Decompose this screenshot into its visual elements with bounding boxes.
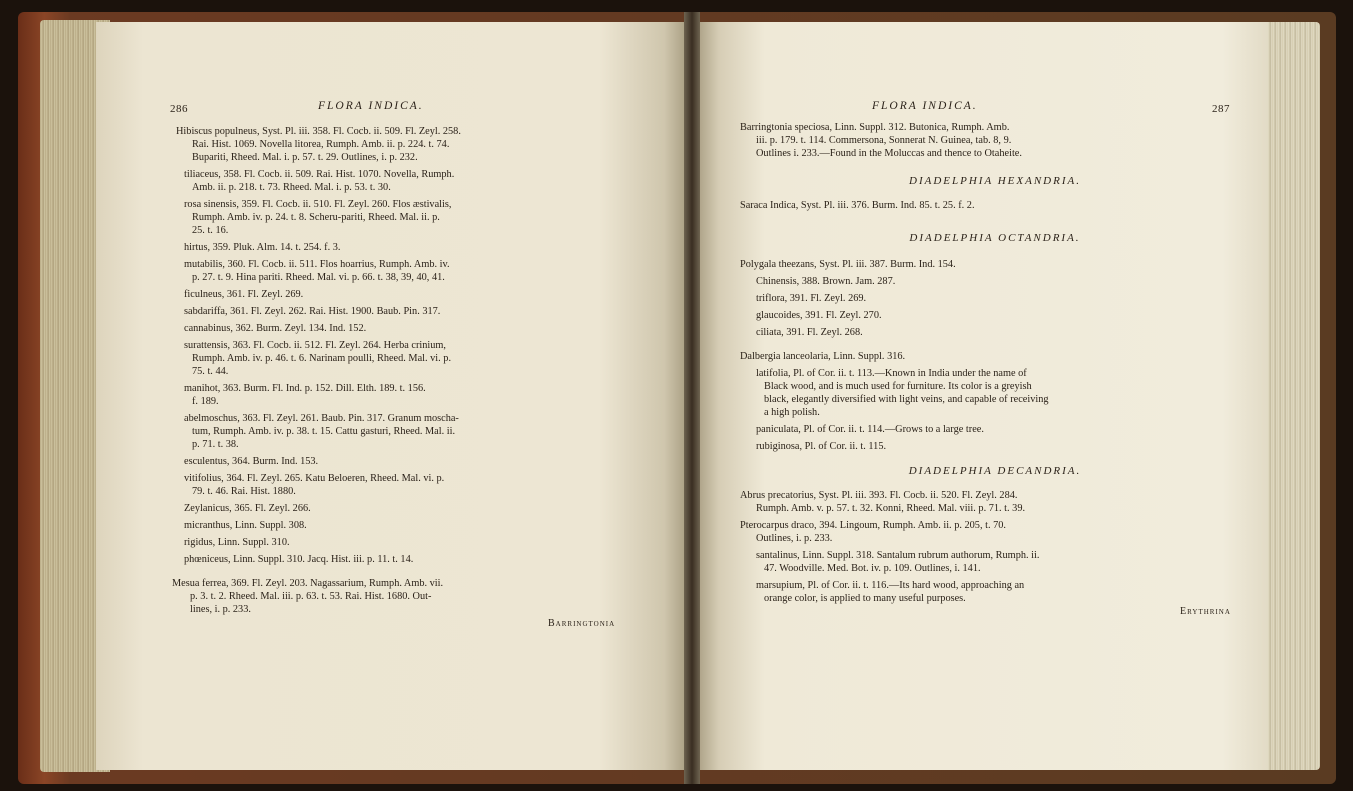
page-number-left: 286	[170, 103, 188, 115]
text-line: lines, i. p. 233.	[190, 604, 251, 615]
text-line: Bupariti, Rheed. Mal. i. p. 57. t. 29. Outlines, i. p. 232.	[192, 152, 418, 163]
catchword-left: Barringtonia	[548, 618, 616, 629]
text-line: Chinensis, 388. Brown. Jam. 287.	[756, 276, 896, 287]
text-line: glaucoides, 391. Fl. Zeyl. 270.	[756, 310, 882, 321]
text-line: a high polish.	[764, 407, 820, 418]
text-line: paniculata, Pl. of Cor. ii. t. 114.—Grows to a large tree.	[756, 424, 984, 435]
text-line: Pterocarpus draco, 394. Lingoum, Rumph. Amb. ii. p. 205, t. 70.	[740, 520, 1006, 531]
text-line: p. 71. t. 38.	[192, 439, 239, 450]
text-line: Outlines i. 233.—Found in the Moluccas and thence to Otaheite.	[756, 148, 1022, 159]
text-line: Saraca Indica, Syst. Pl. iii. 376. Burm. Ind. 85. t. 25. f. 2.	[740, 200, 975, 211]
text-line: Amb. ii. p. 218. t. 73. Rheed. Mal. i. p. 53. t. 30.	[192, 182, 391, 193]
text-line: surattensis, 363. Fl. Cocb. ii. 512. Fl. Zeyl. 264. Herba crinium,	[184, 340, 446, 351]
text-line: marsupium, Pl. of Cor. ii. t. 116.—Its hard wood, approaching an	[756, 580, 1025, 591]
book-gutter	[684, 12, 700, 784]
text-line: ficulneus, 361. Fl. Zeyl. 269.	[184, 289, 304, 300]
text-line: Rai. Hist. 1069. Novella litorea, Rumph. Amb. ii. p. 224. t. 74.	[192, 139, 450, 150]
text-line: Polygala theezans, Syst. Pl. iii. 387. Burm. Ind. 154.	[740, 259, 956, 270]
right-page-edges	[1262, 22, 1320, 770]
text-line: 79. t. 46. Rai. Hist. 1880.	[192, 486, 296, 497]
text-line: 75. t. 44.	[192, 366, 229, 377]
text-line: f. 189.	[192, 396, 219, 407]
text-line: Rumph. Amb. iv. p. 24. t. 8. Scheru-pariti, Rheed. Mal. ii. p.	[192, 212, 440, 223]
text-line: mutabilis, 360. Fl. Cocb. ii. 511. Flos hoarrius, Rumph. Amb. iv.	[184, 259, 450, 270]
text-line: hirtus, 359. Pluk. Alm. 14. t. 254. f. 3.	[184, 242, 341, 253]
text-line: manihot, 363. Burm. Fl. Ind. p. 152. Dill. Elth. 189. t. 156.	[184, 383, 426, 394]
page-number-right: 287	[1212, 103, 1230, 115]
text-line: iii. p. 179. t. 114. Commersona, Sonnerat N. Guinea, tab. 8, 9.	[756, 135, 1012, 146]
text-line: tiliaceus, 358. Fl. Cocb. ii. 509. Rai. Hist. 1070. Novella, Rumph.	[184, 169, 455, 180]
text-line: rigidus, Linn. Suppl. 310.	[184, 537, 290, 548]
text-line: p. 27. t. 9. Hina pariti. Rheed. Mal. vi. p. 66. t. 38, 39, 40, 41.	[192, 272, 445, 283]
text-line: vitifolius, 364. Fl. Zeyl. 265. Katu Beloeren, Rheed. Mal. vi. p.	[184, 473, 445, 484]
text-line: santalinus, Linn. Suppl. 318. Santalum rubrum authorum, Rumph. ii.	[756, 550, 1040, 561]
text-line: p. 3. t. 2. Rheed. Mal. iii. p. 63. t. 53. Rai. Hist. 1680. Out-	[190, 591, 432, 602]
text-line: 47. Woodville. Med. Bot. iv. p. 109. Outlines, i. 141.	[764, 563, 981, 574]
text-line: rubiginosa, Pl. of Cor. ii. t. 115.	[756, 441, 887, 452]
text-line: black, elegantly diversified with light veins, and capable of receiving	[764, 394, 1049, 405]
text-line: latifolia, Pl. of Cor. ii. t. 113.—Known in India under the name of	[756, 368, 1027, 379]
text-line: Abrus precatorius, Syst. Pl. iii. 393. Fl. Cocb. ii. 520. Fl. Zeyl. 284.	[740, 490, 1018, 501]
text-line: 25. t. 16.	[192, 225, 229, 236]
text-line: Dalbergia lanceolaria, Linn. Suppl. 316.	[740, 351, 906, 362]
text-line: cannabinus, 362. Burm. Zeyl. 134. Ind. 152.	[184, 323, 367, 334]
text-line: abelmoschus, 363. Fl. Zeyl. 261. Baub. Pin. 317. Granum moscha-	[184, 413, 459, 424]
text-line: phœniceus, Linn. Suppl. 310. Jacq. Hist. iii. p. 11. t. 14.	[184, 554, 414, 565]
text-line: micranthus, Linn. Suppl. 308.	[184, 520, 307, 531]
text-line: esculentus, 364. Burm. Ind. 153.	[184, 456, 319, 467]
text-line: Hibiscus populneus, Syst. Pl. iii. 358. Fl. Cocb. ii. 509. Fl. Zeyl. 258.	[176, 126, 461, 137]
text-line: Rumph. Amb. v. p. 57. t. 32. Konni, Rheed. Mal. viii. p. 71. t. 39.	[756, 503, 1026, 514]
text-line: Barringtonia speciosa, Linn. Suppl. 312. Butonica, Rumph. Amb.	[740, 122, 1010, 133]
section-heading: DIADELPHIA HEXANDRIA.	[909, 175, 1081, 187]
text-line: Black wood, and is much used for furniture. Its color is a greyish	[764, 381, 1032, 392]
section-heading: DIADELPHIA OCTANDRIA.	[909, 232, 1081, 244]
text-line: rosa sinensis, 359. Fl. Cocb. ii. 510. Fl. Zeyl. 260. Flos æstivalis,	[184, 199, 452, 210]
catchword-right: Erythrina	[1180, 606, 1231, 617]
section-heading: DIADELPHIA DECANDRIA.	[908, 465, 1082, 477]
text-line: triflora, 391. Fl. Zeyl. 269.	[756, 293, 867, 304]
running-head-left: FLORA INDICA.	[318, 100, 424, 112]
text-line: Mesua ferrea, 369. Fl. Zeyl. 203. Nagassarium, Rumph. Amb. vii.	[172, 578, 444, 589]
text-line: tum, Rumph. Amb. iv. p. 38. t. 15. Cattu gasturi, Rheed. Mal. ii.	[192, 426, 456, 437]
text-line: sabdariffa, 361. Fl. Zeyl. 262. Rai. Hist. 1900. Baub. Pin. 317.	[184, 306, 441, 317]
running-head-right: FLORA INDICA.	[872, 100, 978, 112]
text-line: orange color, is applied to many useful purposes.	[764, 593, 966, 604]
text-line: ciliata, 391. Fl. Zeyl. 268.	[756, 327, 863, 338]
text-line: Zeylanicus, 365. Fl. Zeyl. 266.	[184, 503, 311, 514]
text-line: Rumph. Amb. iv. p. 46. t. 6. Narinam poulli, Rheed. Mal. vi. p.	[192, 353, 452, 364]
text-line: Outlines, i. p. 233.	[756, 533, 833, 544]
